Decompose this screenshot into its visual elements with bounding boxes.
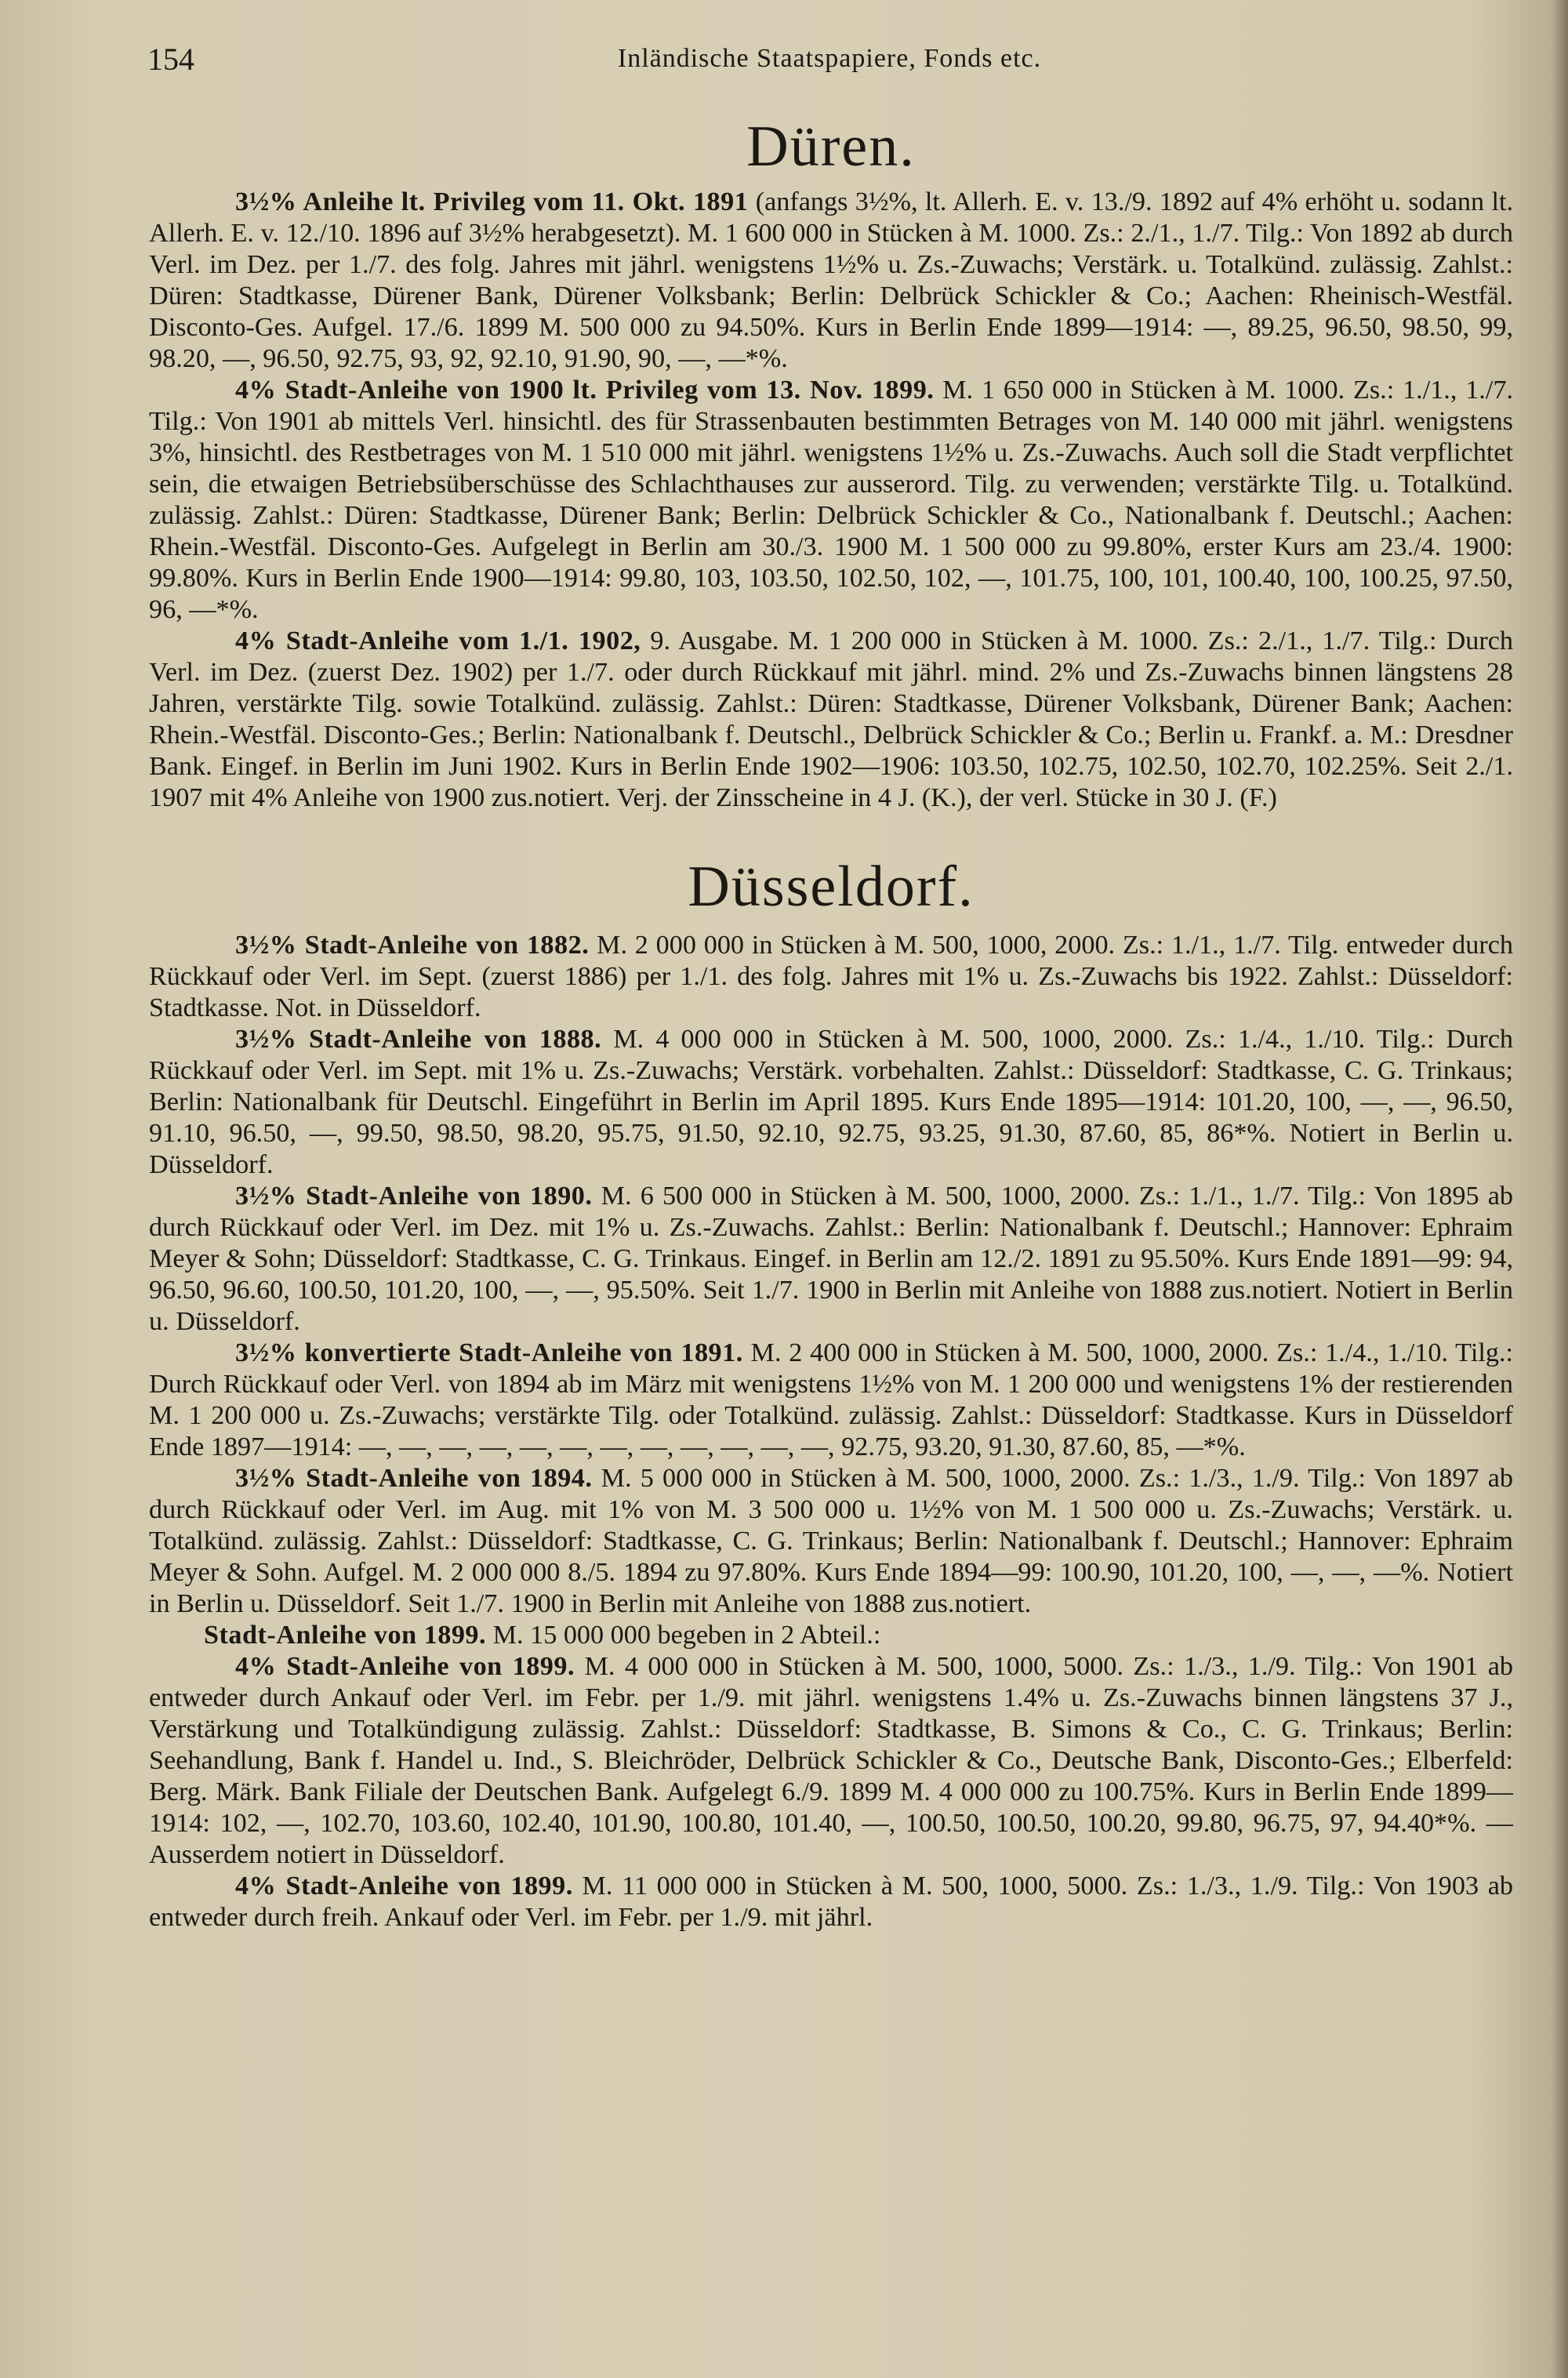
entry-text: M. 4 000 000 in Stücken à M. 500, 1000, 5000. Zs.: 1./3., 1./9. Tilg.: Von 1901 ab entweder durch Ankauf oder Verl. im Febr. per 1./9. mit jährl. wenigstens 1.4% u. Zs.-Zuwachs binnen längstens 37 J., Verstärkung und Totalkündigung zulässig. Zahlst.: Düsseldorf: Stadtkasse, B. Simons & Co., C. G. Trinkaus; Berlin: Seehandlung, Bank f. Handel u. Ind., S. Bleichröder, Delbrück Schickler & Co., Deutsche Bank, Disconto-Ges.; Elberfeld: Berg. Märk. Bank Filiale der Deutschen Bank. Aufgelegt 6./9. 1899 M. 4 000 000 zu 100.75%. Kurs in Berlin Ende 1899—1914: 102, —, 102.70, 103.60, 102.40, 101.90, 100.80, 101.40, —, 100.50, 100.50, 100.20, 99.80, 96.75, 97, 94.40*%. — Ausserdem notiert in Düsseldorf. <box>149 1652 1513 1869</box>
entry-duesseldorf-1894 <box>149 1463 1513 1620</box>
entry-text: (anfangs 3½%, lt. Allerh. E. v. 13./9. 1892 auf 4% erhöht u. sodann lt. Allerh. E. v. 12./10. 1896 auf 3½% herabgesetzt). M. 1 600 000 in Stücken à M. 1000. Zs.: 2./1., 1./7. Tilg.: Von 1892 ab durch Verl. im Dez. per 1./7. des folg. Jahres mit jährl. wenigstens 1½% u. Zs.-Zuwachs; Verstärk. u. Totalkünd. zulässig. Zahlst.: Düren: Stadtkasse, Dürener Bank, Dürener Volksbank; Berlin: Delbrück Schickler & Co.; Aachen: Rheinisch-Westfäl. Disconto-Ges. Aufgel. 17./6. 1899 M. 500 000 zu 94.50%. Kurs in Berlin Ende 1899—1914: —, 89.25, 96.50, 98.50, 99, 98.20, —, 96.50, 92.75, 93, 92, 92.10, 91.90, 90, —, —*%. <box>149 187 1513 373</box>
entry-heading: 4% Stadt-Anleihe vom 1./1. 1902, <box>235 626 641 655</box>
city-heading-duesseldorf: Düsseldorf. <box>688 855 975 919</box>
entry-text: M. 15 000 000 begeben in 2 Abteil.: <box>486 1621 881 1650</box>
city-heading-dueren: Düren. <box>746 114 916 179</box>
entry-text: 9. Ausgabe. M. 1 200 000 in Stücken à M. 1000. Zs.: 2./1., 1./7. Tilg.: Durch Verl. im Dez. (zuerst Dez. 1902) per 1./7. oder durch Rückkauf mit jährl. mind. 2% und Zs.-Zuwachs binnen längstens 28 Jahren, verstärkte Tilg. sowie Totalkünd. zulässig. Zahlst.: Düren: Stadtkasse, Dürener Volksbank, Dürener Bank; Aachen: Rhein.-Westfäl. Disconto-Ges.; Berlin: Nationalbank f. Deutschl., Delbrück Schickler & Co.; Berlin u. Frankf. a. M.: Dresdner Bank. Eingef. in Berlin im Juni 1902. Kurs in Berlin Ende 1902—1906: 103.50, 102.75, 102.50, 102.70, 102.25%. Seit 2./1. 1907 mit 4% Anleihe von 1900 zus.notiert. Verj. der Zinsscheine in 4 J. (K.), der verl. Stücke in 30 J. (F.) <box>149 626 1514 812</box>
entry-duesseldorf-1899-a <box>149 1651 1513 1871</box>
entry-text: M. 2 000 000 in Stücken à M. 500, 1000, 2000. Zs.: 1./1., 1./7. Tilg. entweder durch Rückkauf oder Verl. im Sept. (zuerst 1886) per 1./1. des folg. Jahres mit 1% u. Zs.-Zuwachs bis 1922. Zahlst.: Düsseldorf: Stadtkasse. Not. in Düsseldorf. <box>149 931 1513 1022</box>
entry-text: M. 6 500 000 in Stücken à M. 500, 1000, 2000. Zs.: 1./1., 1./7. Tilg.: Von 1895 ab durch Rückkauf oder Verl. im Dez. mit 1% u. Zs.-Zuwachs. Zahlst.: Berlin: Nationalbank f. Deutschl.; Hannover: Ephraim Meyer & Sohn; Düsseldorf: Stadtkasse, C. G. Trinkaus. Eingef. in Berlin am 12./2. 1891 zu 95.50%. Kurs Ende 1891—99: 94, 96.50, 96.60, 100.50, 101.20, 100, —, —, 95.50%. Seit 1./7. 1900 in Berlin mit Anleihe von 1888 zus.notiert. Notiert in Berlin u. Düsseldorf. <box>149 1182 1513 1336</box>
entry-text: M. 5 000 000 in Stücken à M. 500, 1000, 2000. Zs.: 1./3., 1./9. Tilg.: Von 1897 ab durch Rückkauf oder Verl. im Aug. mit 1% von M. 3 500 000 u. 1½% von M. 1 500 000 u. Zs.-Zuwachs; Verstärk. u. Totalkünd. zulässig. Zahlst.: Düsseldorf: Stadtkasse, C. G. Trinkaus; Berlin: Nationalbank f. Deutschl.; Hannover: Ephraim Meyer & Sohn. Aufgel. M. 2 000 000 8./5. 1894 zu 97.80%. Kurs Ende 1894—99: 100.90, 101.20, 100, —, —, —%. Notiert in Berlin u. Düsseldorf. Seit 1./7. 1900 in Berlin mit Anleihe von 1888 zus.notiert. <box>149 1464 1513 1618</box>
entry-dueren-1900 <box>149 375 1513 626</box>
entry-duesseldorf-1882 <box>149 930 1513 1024</box>
entry-duesseldorf-1891 <box>149 1338 1513 1463</box>
entry-heading: 3½% Anleihe lt. Privileg vom 11. Okt. 1891 <box>235 187 749 216</box>
entry-heading: Stadt-Anleihe von 1899. <box>204 1621 487 1650</box>
entry-heading: 3½% Stadt-Anleihe von 1888. <box>235 1025 602 1054</box>
entry-dueren-1902 <box>149 626 1513 814</box>
entry-text: M. 4 000 000 in Stücken à M. 500, 1000, 2000. Zs.: 1./4., 1./10. Tilg.: Durch Rückkauf oder Verl. im Sept. mit 1% u. Zs.-Zuwachs; Verstärk. vorbehalten. Zahlst.: Düsseldorf: Stadtkasse, C. G. Trinkaus; Berlin: Nationalbank für Deutschl. Eingeführt in Berlin im April 1895. Kurs Ende 1895—1914: 101.20, 100, —, —, 96.50, 91.10, 96.50, —, 99.50, 98.50, 98.20, 95.75, 91.50, 92.10, 92.75, 93.25, 91.30, 87.60, 85, 86*%. Notiert in Berlin u. Düsseldorf. <box>149 1025 1513 1179</box>
entry-heading: 3½% Stadt-Anleihe von 1894. <box>235 1464 593 1493</box>
page-body <box>149 114 1514 1933</box>
entry-duesseldorf-1890 <box>149 1181 1513 1338</box>
entry-duesseldorf-1899-overview <box>149 1620 1513 1651</box>
running-title: Inländische Staatspapiere, Fonds etc. <box>617 44 1042 73</box>
entry-dueren-1891 <box>149 187 1513 375</box>
entry-text: M. 11 000 000 in Stücken à M. 500, 1000, 5000. Zs.: 1./3., 1./9. Tilg.: Von 1903 ab entweder durch freih. Ankauf oder Verl. im Febr. per 1./9. mit jährl. <box>149 1872 1513 1932</box>
page-number: 154 <box>147 42 194 77</box>
entry-heading: 3½% Stadt-Anleihe von 1882. <box>235 931 590 960</box>
page-header <box>147 41 1512 88</box>
entry-heading: 4% Stadt-Anleihe von 1899. <box>235 1652 575 1681</box>
entry-text: M. 2 400 000 in Stücken à M. 500, 1000, 2000. Zs.: 1./4., 1./10. Tilg.: Durch Rückkauf oder Verl. von 1894 ab im März mit wenigstens 1½% von M. 1 200 000 und wenigstens 1% der restierenden M. 1 200 000 u. Zs.-Zuwachs; verstärkte Tilg. oder Totalkünd. zulässig. Zahlst.: Düsseldorf: Stadtkasse. Kurs in Düsseldorf Ende 1897—1914: —, —, —, —, —, —, —, —, —, —, —, —, 92.75, 93.20, 91.30, 87.60, 85, —*%. <box>149 1338 1514 1461</box>
entry-heading: 4% Stadt-Anleihe von 1899. <box>235 1872 573 1901</box>
entry-heading: 3½% Stadt-Anleihe von 1890. <box>235 1182 593 1211</box>
entry-duesseldorf-1899-b <box>149 1871 1513 1933</box>
page-spine-shadow <box>1552 0 1568 2378</box>
entry-heading: 3½% konvertierte Stadt-Anleihe von 1891. <box>235 1338 743 1367</box>
entry-heading: 4% Stadt-Anleihe von 1900 lt. Privileg vom 13. Nov. 1899. <box>235 376 935 405</box>
entry-text: M. 1 650 000 in Stücken à M. 1000. Zs.: 1./1., 1./7. Tilg.: Von 1901 ab mittels Verl. hinsichtl. des für Strassenbauten bestimmten Betrages von M. 140 000 mit jährl. wenigstens 3%, hinsichtl. des Restbetrages von M. 1 510 000 mit jährl. wenigstens 1½% u. Zs.-Zuwachs. Auch soll die Stadt verpflichtet sein, die etwaigen Betriebsüberschüsse des Schlachthauses zur ausserord. Tilg. zu verwenden; verstärkte Tilg. u. Totalkünd. zulässig. Zahlst.: Düren: Stadtkasse, Dürener Bank; Berlin: Delbrück Schickler & Co., Nationalbank f. Deutschl.; Aachen: Rhein.-Westfäl. Disconto-Ges. Aufgelegt in Berlin am 30./3. 1900 M. 1 500 000 zu 99.80%, erster Kurs am 23./4. 1900: 99.80%. Kurs in Berlin Ende 1900—1914: 99.80, 103, 103.50, 102.50, 102, —, 101.75, 100, 101, 100.40, 100, 100.25, 97.50, 96, —*%. <box>149 376 1513 624</box>
entry-duesseldorf-1888 <box>149 1024 1513 1181</box>
